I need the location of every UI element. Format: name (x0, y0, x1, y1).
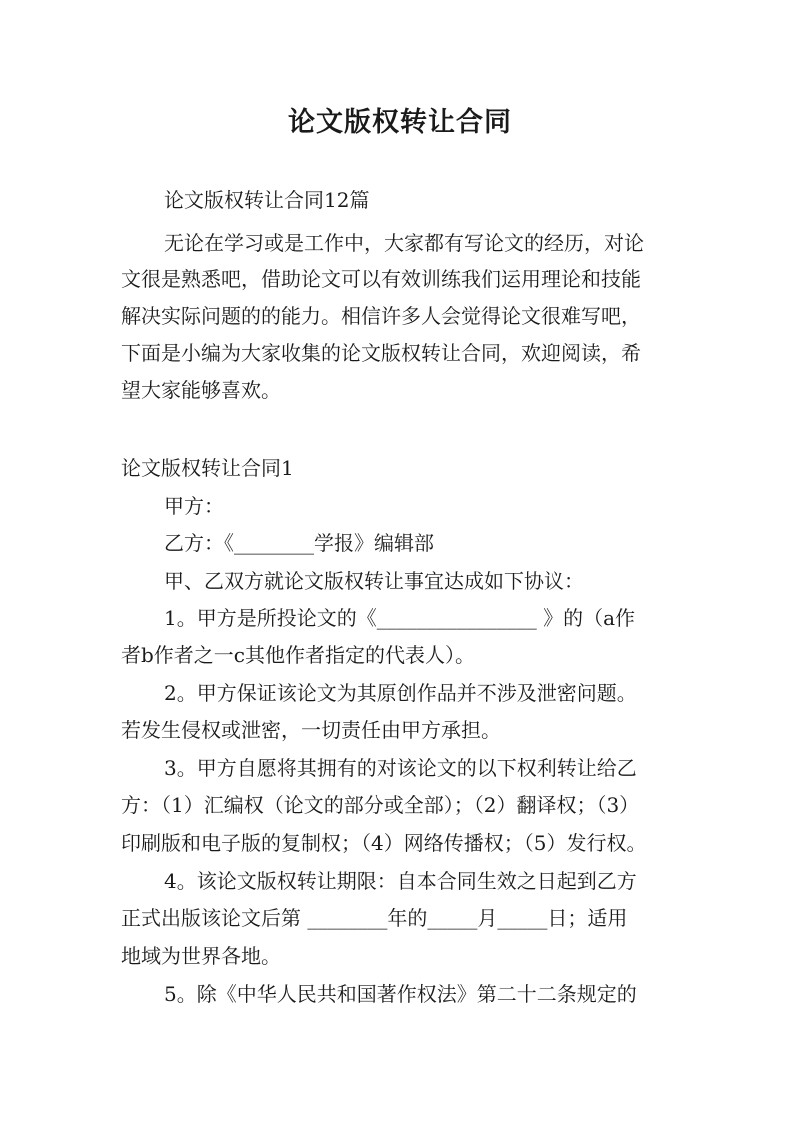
intro-line-5: 望大家能够喜欢。 (121, 378, 281, 402)
clause-1-line-1: 1。甲方是所投论文的《________________ 》的（a作 (164, 606, 636, 630)
clause-4-line-1: 4。该论文版权转让期限：自本合同生效之日起到乙方 (164, 869, 637, 893)
clause-3-line-3: 印刷版和电子版的复制权；（4）网络传播权；（5）发行权。 (121, 831, 647, 855)
party-b-line: 乙方：《________学报》编辑部 (164, 531, 434, 555)
intro-line-4: 下面是小编为大家收集的论文版权转让合同，欢迎阅读，希 (121, 341, 641, 365)
clause-5-line-1: 5。除《中华人民共和国著作权法》第二十二条规定的 (164, 982, 637, 1006)
intro-line-3: 解决实际问题的的能力。相信许多人会觉得论文很难写吧， (121, 304, 641, 328)
clause-3-line-2: 方：（1）汇编权（论文的部分或全部）；（2）翻译权；（3） (121, 793, 640, 817)
party-a-line: 甲方： (164, 494, 224, 518)
clause-4-line-3: 地域为世界各地。 (121, 944, 281, 968)
clause-2-line-2: 若发生侵权或泄密，一切责任由甲方承担。 (121, 718, 501, 742)
intro-line-1: 无论在学习或是工作中，大家都有写论文的经历，对论 (164, 231, 644, 255)
clause-2-line-1: 2。甲方保证该论文为其原创作品并不涉及泄密问题。 (164, 681, 637, 705)
clause-1-line-2: 者b作者之一c其他作者指定的代表人）。 (121, 643, 476, 667)
subtitle-line: 论文版权转让合同12篇 (164, 188, 370, 212)
page-title: 论文版权转让合同 (288, 107, 512, 138)
agreement-intro-line: 甲、乙双方就论文版权转让事宜达成如下协议： (164, 569, 584, 593)
clause-4-line-2: 正式出版该论文后第 ________年的_____月_____日；适用 (121, 906, 628, 930)
intro-line-2: 文很是熟悉吧，借助论文可以有效训练我们运用理论和技能 (121, 267, 641, 291)
section-heading: 论文版权转让合同1 (121, 456, 294, 480)
clause-3-line-1: 3。甲方自愿将其拥有的对该论文的以下权利转让给乙 (164, 756, 637, 780)
